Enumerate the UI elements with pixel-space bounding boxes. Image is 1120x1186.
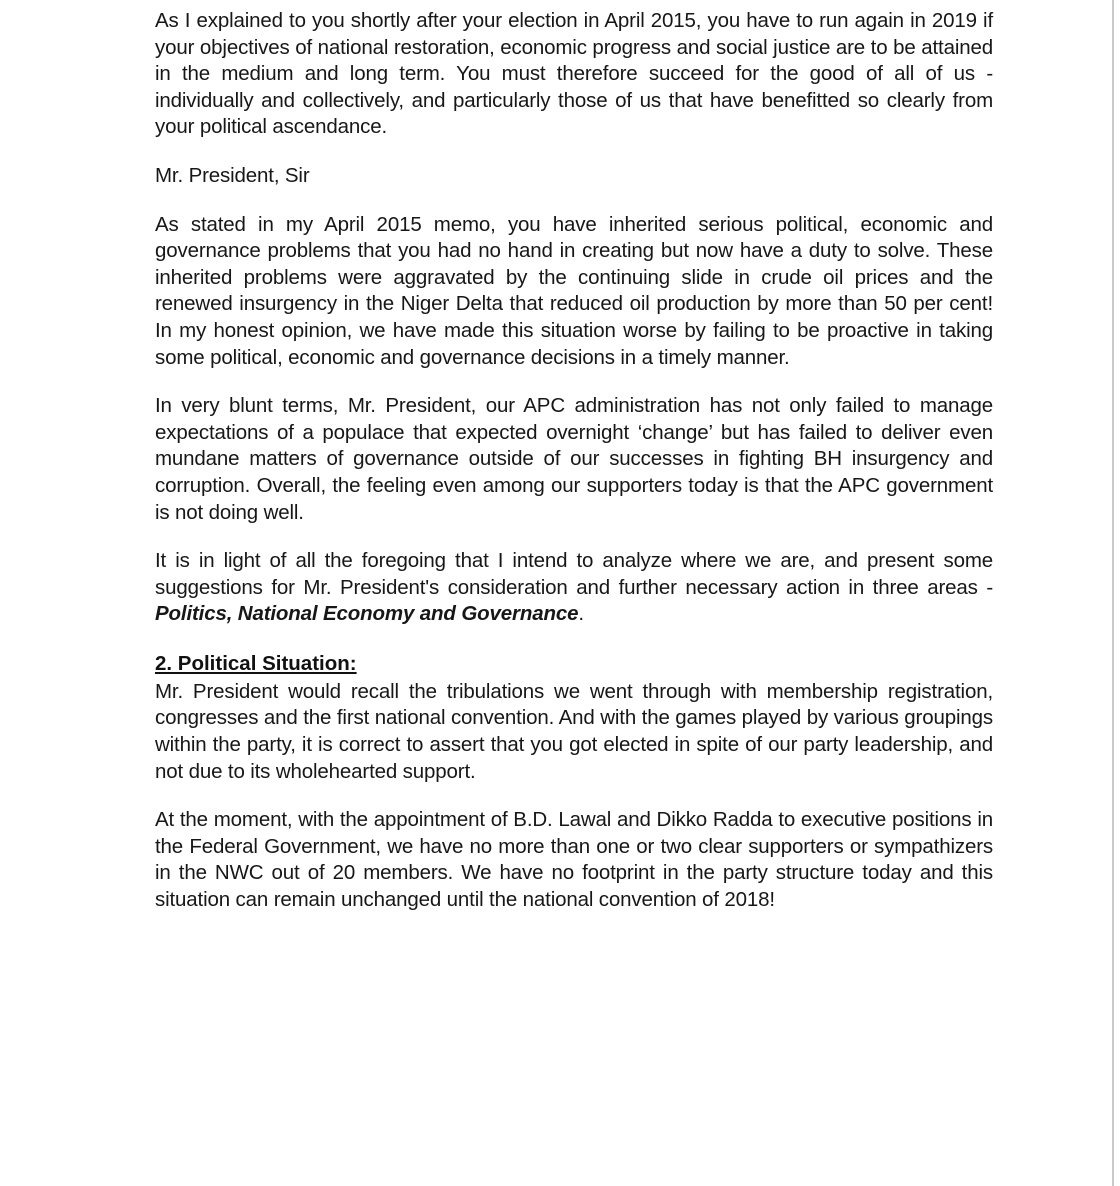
paragraph-inherited-problems: As stated in my April 2015 memo, you have inherited serious political, economic and governance problems that you had no hand in creating but now have a duty to solve. These inherited problems were aggravated by the continuing slide in crude oil prices and the renewed insurgency in the Niger Delta that reduced oil production by more than 50 per cent! In my honest opinion, we have made this situation worse by failing to be proactive in taking some political, economic and governance decisions in a timely manner. (155, 212, 993, 369)
page-edge-rule (1112, 0, 1114, 1186)
paragraph-intent-tail: . (578, 602, 584, 626)
paragraph-intent-emphasis: Politics, National Economy and Governance (155, 602, 579, 626)
section-body: Mr. President would recall the tribulations we went through with membership registration, congresses and the first national convention. And with the games played by various groupings within the party, it is correct to assert that you got elected in spite of our party leadership, and not due to its wholehearted support. (155, 679, 993, 783)
document-body (155, 8, 993, 936)
salutation: Mr. President, Sir (155, 163, 310, 187)
section-heading: 2. Political Situation: (155, 651, 357, 675)
paragraph-intent (155, 548, 993, 628)
section-political-situation (155, 650, 993, 785)
paragraph-election-reminder: As I explained to you shortly after your election in April 2015, you have to run again in 2019 if your objectives of national restoration, economic progress and social justice are to be attained in the medium and long term. You must therefore succeed for the good of all of us - individually and collectively, and particularly those of us that have benefitted so clearly from your political ascendance. (155, 9, 993, 139)
paragraph-intent-lead: It is in light of all the foregoing that I intend to analyze where we are, and present some suggestions for Mr. President's consideration and further necessary action in three areas - (155, 549, 993, 599)
paragraph-appointments: At the moment, with the appointment of B.D. Lawal and Dikko Radda to executive positions in the Federal Government, we have no more than one or two clear supporters or sympathizers in the NWC out of 20 members. We have no footprint in the party structure today and this situation can remain unchanged until the national convention of 2018! (155, 808, 993, 912)
paragraph-blunt-terms: In very blunt terms, Mr. President, our APC administration has not only failed to manage expectations of a populace that expected overnight ‘change’ but has failed to deliver even mundane matters of governance outside of our successes in fighting BH insurgency and corruption. Overall, the feeling even among our supporters today is that the APC government is not doing well. (155, 394, 993, 524)
